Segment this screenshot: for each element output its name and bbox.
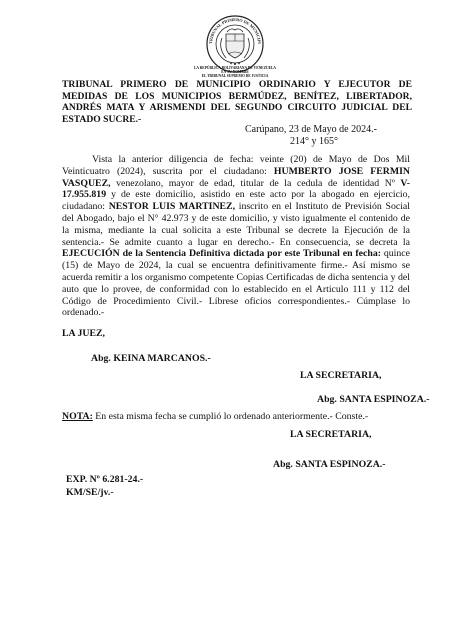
petitioner-id: V-17.955.819 bbox=[62, 177, 410, 201]
body-text-3: y de este domicilio, asistido en este acto por la abogado en ejercicio, ciudadano: bbox=[62, 189, 410, 213]
seal-caption-court: EL TRIBUNAL SUPREMO DE JUSTICIA bbox=[201, 74, 269, 78]
initials: KM/SE/jv.- bbox=[66, 487, 114, 498]
note-label: NOTA: bbox=[62, 411, 93, 422]
body-text-4: inscrito en el Instituto de Previsión Social del Abogado, bajo el N° 42.973 y de este domicilio, y visto igualmente el contenido de la misma, mediante la cual solicita a este Tribunal se decrete la Ejecución de la sentencia.- Se admite cuanto a lugar en derecho.- En consecuencia, se decreta la bbox=[62, 201, 410, 248]
seal-caption-republic: LA REPÚBLICA BOLIVARIANA DE VENEZUELA bbox=[194, 66, 276, 70]
body-text-1: Vista la anterior diligencia de fecha: veinte (20) de Mayo de Dos Mil Veinticuatro (2024), suscrita por el ciudadano: bbox=[62, 154, 410, 177]
attorney-name: NESTOR LUIS MARTINEZ, bbox=[108, 201, 236, 213]
seal-caption-name: EN SU NOMBRE bbox=[221, 70, 249, 74]
case-number: EXP. Nº 6.281-24.- bbox=[66, 474, 144, 485]
order-body bbox=[62, 154, 410, 319]
secretary-name-second: Abg. SANTA ESPINOZA.- bbox=[273, 459, 386, 470]
coat-of-arms-seal bbox=[204, 14, 266, 74]
independence-years: 214° y 165° bbox=[290, 136, 338, 147]
court-heading: TRIBUNAL PRIMERO DE MUNICIPIO ORDINARIO Y EJECUTOR DE MEDIDAS DE LOS MUNICIPIOS BERMÚDEZ, BENÍTEZ, LIBERTADOR, ANDRÉS MATA Y ARISMENDI DEL SEGUNDO CIRCUITO JUDICIAL DEL ESTADO SUCRE.- bbox=[62, 79, 412, 125]
secretary-name: Abg. SANTA ESPINOZA.- bbox=[317, 394, 430, 405]
execution-decree: EJECUCIÓN de la Sentencia Definitiva dictada por este Tribunal en fecha: bbox=[62, 248, 381, 260]
note-text: En esta misma fecha se cumplió lo ordenado anteriormente.- Conste.- bbox=[92, 411, 369, 422]
note-line bbox=[62, 411, 368, 423]
judge-name: Abg. KEINA MARCANOS.- bbox=[91, 353, 211, 364]
place-and-date: Carúpano, 23 de Mayo de 2024.- bbox=[245, 124, 377, 135]
secretary-label: LA SECRETARIA, bbox=[300, 370, 382, 381]
secretary-label-second: LA SECRETARIA, bbox=[290, 429, 372, 440]
judge-label: LA JUEZ, bbox=[62, 328, 106, 339]
petitioner-name: HUMBERTO JOSE FERMIN VASQUEZ, bbox=[62, 165, 410, 189]
body-text-2: venezolano, mayor de edad, titular de la cedula de identidad Nº bbox=[110, 177, 401, 189]
seal-ring-text: TRIBUNAL PRIMERO DE MUNICIPI bbox=[207, 16, 263, 45]
body-text-5: quince (15) de Mayo de 2024, la cual se encuentra definitivamente firme.- Así mismo se acuerda remitir a los organismo competente Copias Certificadas de dicha sentencia y del auto que lo provee, de conformidad con lo establecido en el Articulo 111 y 112 del Código de Procedimiento Civil.- Líbrese oficios correspondientes.- Cúmplase lo ordenado.- bbox=[62, 248, 410, 319]
